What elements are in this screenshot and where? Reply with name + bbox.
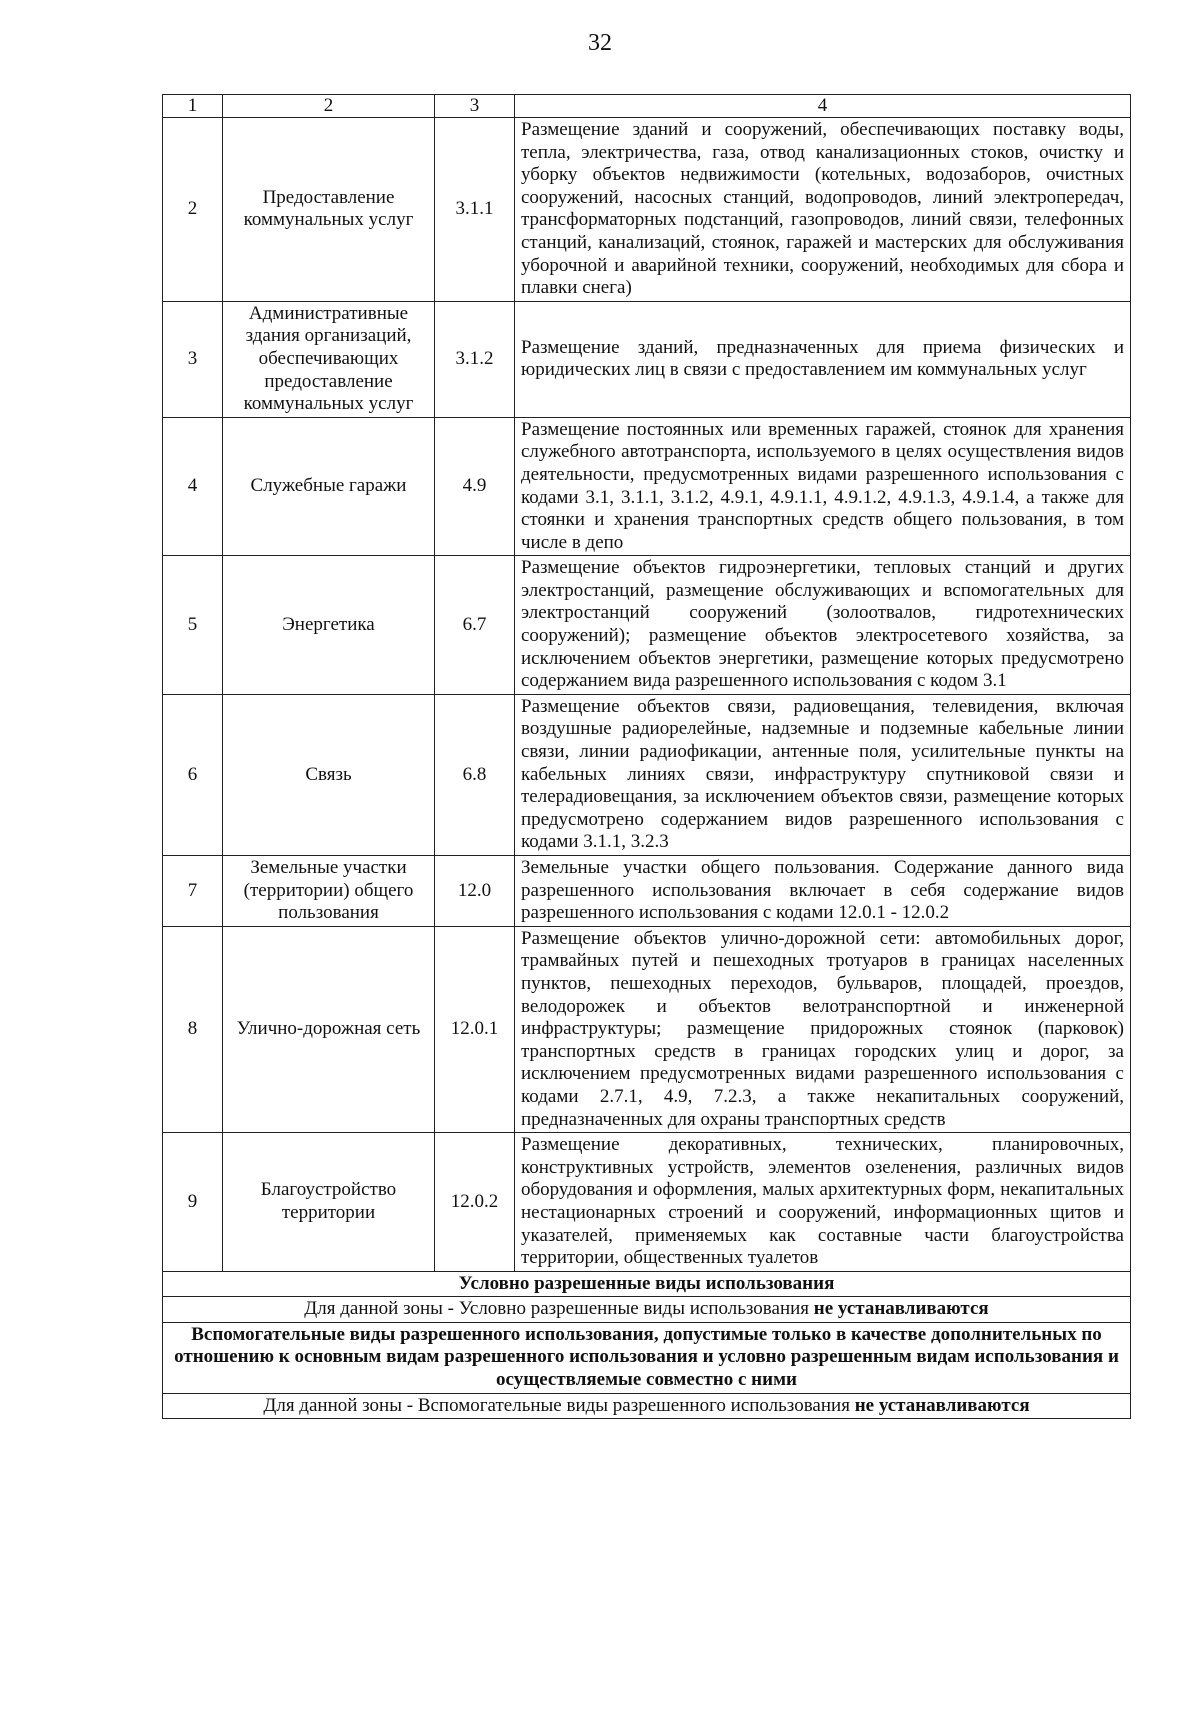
- use-type-description: Размещение объектов улично-дорожной сети: автомобильных дорог, трамвайных путей и пешеходных тротуаров в границах населенных пунктов, пешеходных переходов, бульваров, площадей, проездов, велодорожек и объектов велотранспортной и инженерной инфраструктуры; размещение придорожных стоянок (парковок) транспортных средств в границах городских улиц и дорог, за исключением предусмотренных видами разрешенного использования с кодами 2.7.1, 4.9, 7.2.3, а также некапитальных сооружений, предназначенных для охраны транспортных средств: [515, 926, 1131, 1132]
- table-row: [163, 556, 1131, 695]
- table-row: [163, 417, 1131, 556]
- table-row: [163, 301, 1131, 417]
- use-type-code: 12.0.2: [435, 1133, 515, 1272]
- use-type-name: Административные здания организаций, обеспечивающих предоставление коммунальных услуг: [223, 301, 435, 417]
- land-use-table: [162, 94, 1131, 1419]
- row-number: 7: [163, 856, 223, 927]
- row-number: 8: [163, 926, 223, 1132]
- row-number: 4: [163, 417, 223, 556]
- auxiliary-note-emphasis: не устанавливаются: [854, 1394, 1030, 1416]
- use-type-name: Связь: [223, 694, 435, 855]
- use-type-code: 6.7: [435, 556, 515, 695]
- column-header: 4: [515, 95, 1131, 118]
- use-type-code: 3.1.2: [435, 301, 515, 417]
- table-row: [163, 694, 1131, 855]
- use-type-description: Размещение декоративных, технических, планировочных, конструктивных устройств, элементов озеленения, различных видов оборудования и оформления, малых архитектурных форм, некапитальных нестационарных строений и сооружений, информационных щитов и указателей, применяемых как составные части благоустройства территории, общественных туалетов: [515, 1133, 1131, 1272]
- conditional-uses-heading: Условно разрешенные виды использования: [163, 1271, 1131, 1297]
- use-type-name: Улично-дорожная сеть: [223, 926, 435, 1132]
- auxiliary-note-text: Для данной зоны - Вспомогательные виды разрешенного использования: [263, 1394, 855, 1416]
- use-type-code: 12.0: [435, 856, 515, 927]
- table-row: [163, 118, 1131, 302]
- use-type-description: Размещение зданий и сооружений, обеспечивающих поставку воды, тепла, электричества, газа, отвод канализационных стоков, очистку и уборку объектов недвижимости (котельных, водозаборов, очистных сооружений, насосных станций, водопроводов, линий электропередач, трансформаторных подстанций, газопроводов, линий связи, телефонных станций, канализаций, стоянок, гаражей и мастерских для обслуживания уборочной и аварийной техники, сооружений, необходимых для сбора и плавки снега): [515, 118, 1131, 302]
- auxiliary-uses-note: [163, 1393, 1131, 1419]
- page-number: 32: [588, 30, 612, 56]
- use-type-code: 3.1.1: [435, 118, 515, 302]
- use-type-name: Земельные участки (территории) общего пользования: [223, 856, 435, 927]
- auxiliary-uses-heading: Вспомогательные виды разрешенного использования, допустимые только в качестве дополнительных по отношению к основным видам разрешенного использования и условно разрешенным видам использования и осуществляемые совместно с ними: [163, 1322, 1131, 1393]
- conditional-uses-note: [163, 1297, 1131, 1323]
- use-type-name: Предоставление коммунальных услуг: [223, 118, 435, 302]
- use-type-code: 6.8: [435, 694, 515, 855]
- table-row: [163, 926, 1131, 1132]
- conditional-note-emphasis: не устанавливаются: [813, 1298, 989, 1320]
- use-type-name: Энергетика: [223, 556, 435, 695]
- use-type-code: 12.0.1: [435, 926, 515, 1132]
- table-header-row: [163, 95, 1131, 118]
- use-type-code: 4.9: [435, 417, 515, 556]
- row-number: 9: [163, 1133, 223, 1272]
- table-row: [163, 1133, 1131, 1272]
- conditional-note-row: [163, 1297, 1131, 1323]
- row-number: 5: [163, 556, 223, 695]
- auxiliary-heading-row: [163, 1322, 1131, 1393]
- use-type-description: Размещение объектов связи, радиовещания, телевидения, включая воздушные радиорелейные, надземные и подземные кабельные линии связи, линии радиофикации, антенные поля, усилительные пункты на кабельных линиях связи, инфраструктуру спутниковой связи и телерадиовещания, за исключением объектов связи, размещение которых предусмотрено содержанием видов разрешенного использования с кодами 3.1.1, 3.2.3: [515, 694, 1131, 855]
- use-type-description: Размещение постоянных или временных гаражей, стоянок для хранения служебного автотранспорта, используемого в целях осуществления видов деятельности, предусмотренных видами разрешенного использования с кодами 3.1, 3.1.1, 3.1.2, 4.9.1, 4.9.1.1, 4.9.1.2, 4.9.1.3, 4.9.1.4, а также для стоянки и хранения транспортных средств общего пользования, в том числе в депо: [515, 417, 1131, 556]
- column-header: 2: [223, 95, 435, 118]
- auxiliary-note-row: [163, 1393, 1131, 1419]
- column-header: 3: [435, 95, 515, 118]
- conditional-note-text: Для данной зоны - Условно разрешенные виды использования: [304, 1298, 814, 1320]
- table-row: [163, 856, 1131, 927]
- row-number: 6: [163, 694, 223, 855]
- row-number: 3: [163, 301, 223, 417]
- use-type-description: Земельные участки общего пользования. Содержание данного вида разрешенного использования включает в себя содержание видов разрешенного использования с кодами 12.0.1 - 12.0.2: [515, 856, 1131, 927]
- use-type-name: Благоустройство территории: [223, 1133, 435, 1272]
- use-type-name: Служебные гаражи: [223, 417, 435, 556]
- use-type-description: Размещение зданий, предназначенных для приема физических и юридических лиц в связи с предоставлением им коммунальных услуг: [515, 301, 1131, 417]
- conditional-heading-row: [163, 1271, 1131, 1297]
- column-header: 1: [163, 95, 223, 118]
- row-number: 2: [163, 118, 223, 302]
- use-type-description: Размещение объектов гидроэнергетики, тепловых станций и других электростанций, размещение обслуживающих и вспомогательных для электростанций сооружений (золоотвалов, гидротехнических сооружений); размещение объектов электросетевого хозяйства, за исключением объектов энергетики, размещение которых предусмотрено содержанием вида разрешенного использования с кодом 3.1: [515, 556, 1131, 695]
